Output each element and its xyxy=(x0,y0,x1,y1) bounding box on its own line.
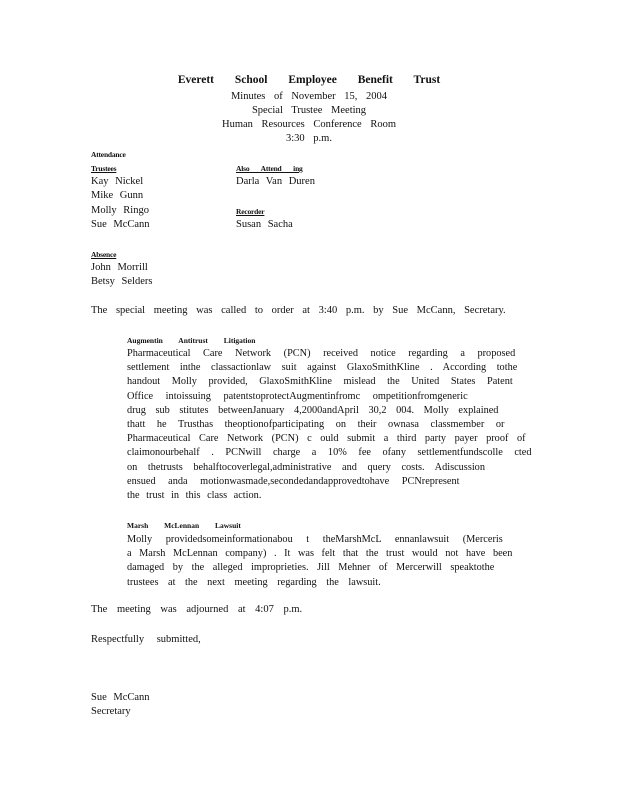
meeting-time: 3:30 p.m. xyxy=(286,133,332,144)
body-line: a Marsh McLennan company) . It was felt that the trust would not have been xyxy=(127,548,513,560)
body-line: the trust in this class action. xyxy=(127,490,262,502)
minutes-date: Minutes of November 15, 2004 xyxy=(230,91,388,102)
meeting-location: Human Resources Conference Room xyxy=(222,119,396,130)
item-body xyxy=(127,347,532,503)
recorder-name: Susan Sacha xyxy=(236,219,293,230)
trustee-name: Molly Ringo xyxy=(91,205,149,216)
body-line: thatt he Trusthas theoptionofparticipating on their ownasa classmember or xyxy=(127,419,505,431)
body-line: damaged by the alleged improprieties. Jill Mehner of Mercerwill speaktothe xyxy=(127,562,495,574)
signature-name: Sue McCann xyxy=(91,692,150,703)
body-line: ensued anda motionwasmade,secondedandapprovedtohave PCNrepresent xyxy=(127,475,460,487)
body-line: Office intoissuing patentstoprotectAugmentinfromc ompetitionfromgeneric xyxy=(127,390,468,402)
body-line: Molly providedsomeinformationabou t theMarshMcL ennanlawsuit (Merceris xyxy=(127,534,503,545)
recorder-heading: Recorder xyxy=(236,207,265,216)
also-attending-heading: Also Attend ing xyxy=(236,164,303,173)
absent-name: John Morrill xyxy=(91,262,148,273)
adjourn-statement: The meeting was adjourned at 4:07 p.m. xyxy=(91,604,303,615)
trustee-name: Kay Nickel xyxy=(91,176,144,187)
body-line: Pharmaceutical Care Network (PCN) c ould submit a third party payer proof of xyxy=(127,433,526,445)
body-line: on thetrusts behalftocoverlegal,administrative and query costs. Adiscussion xyxy=(127,461,485,473)
body-line: Pharmaceutical Care Network (PCN) received notice regarding a proposed xyxy=(127,348,516,359)
body-line: trustees at the next meeting regarding the lawsuit. xyxy=(127,576,381,588)
meeting-type: Special Trustee Meeting xyxy=(251,105,367,116)
trustees-heading: Trustees xyxy=(91,164,117,173)
item-heading: Augmentin Antitrust Litigation xyxy=(127,336,256,345)
also-attending-name: Darla Van Duren xyxy=(236,176,315,187)
absent-name: Betsy Selders xyxy=(91,276,153,287)
trustee-name: Mike Gunn xyxy=(91,190,144,201)
item-heading: Marsh McLennan Lawsuit xyxy=(127,521,241,530)
closing-phrase: Respectfully submitted, xyxy=(91,634,201,645)
body-line: drug sub stitutes betweenJanuary 4,2000andApril 30,2 004. Molly explained xyxy=(127,404,499,416)
body-line: handout Molly provided, GlaxoSmithKline mislead the United States Patent xyxy=(127,376,513,388)
body-line: settlement inthe classactionlaw suit against GlaxoSmithKline . According tothe xyxy=(127,362,518,374)
item-body xyxy=(127,533,522,590)
absence-heading: Absence xyxy=(91,250,117,259)
signature-title: Secretary xyxy=(91,706,131,717)
trustee-name: Sue McCann xyxy=(91,219,150,230)
opening-statement: The special meeting was called to order at 3:40 p.m. by Sue McCann, Secretary. xyxy=(91,305,506,316)
document-title: Everett School Employee Benefit Trust xyxy=(177,74,441,86)
body-line: claimonourbehalf . PCNwill charge a 10% fee ofany settlementfundscolle cted xyxy=(127,447,532,459)
attendance-heading: Attendance xyxy=(91,150,126,159)
